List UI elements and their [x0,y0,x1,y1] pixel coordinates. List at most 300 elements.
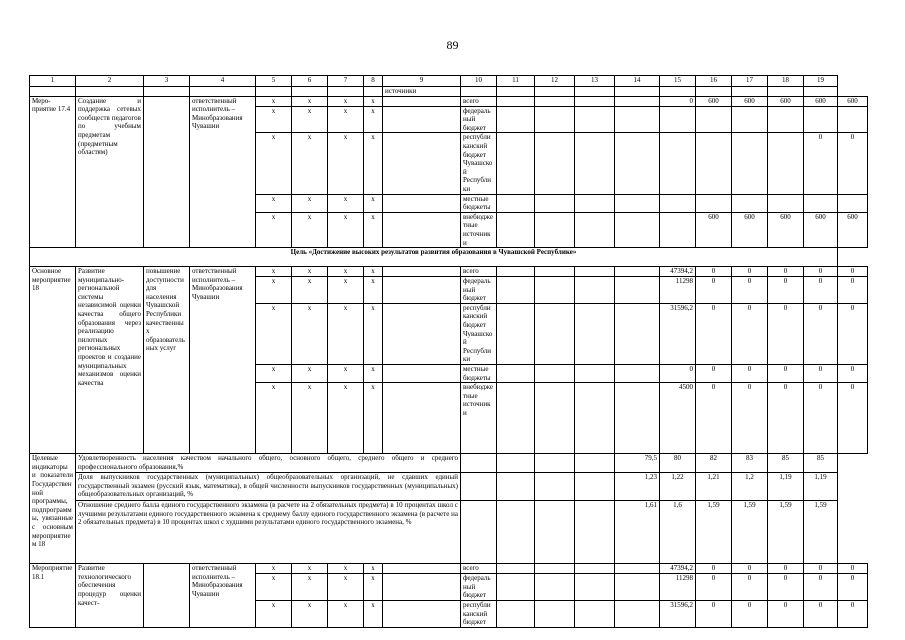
column-number-cell: 1 [30,76,76,87]
value-cell: 600 [768,212,804,247]
x-mark-cell: x [364,133,383,194]
funding-source-cell: местные бюджеты [461,365,497,383]
value-cell: 83 [732,454,768,473]
empty-cell [461,454,497,473]
column-number-cell: 16 [696,76,732,87]
funding-source-cell: республиканский бюджет Чувашской Республики [461,133,497,194]
empty-cell [383,601,461,628]
expected-result-cell [144,564,190,628]
empty-cell [575,574,615,601]
value-cell: 0 [696,365,732,383]
value-cell: 1,22 [660,473,696,501]
expected-result-cell: повышение доступности для населения Чувашской Республики качественных образовательных услуг [144,267,190,454]
empty-cell [615,601,660,628]
activity-name-cell: Создание и поддержка сетевых сообществ педагогов по учебным предметам (предметным областям) [76,96,144,248]
x-mark-cell: x [364,194,383,212]
column-number-cell: 11 [497,76,535,87]
value-cell: 31596,2 [660,601,696,628]
empty-cell [383,303,461,364]
funding-source-cell: внебюджетные источники [461,212,497,247]
x-mark-cell: x [256,96,292,106]
empty-cell [383,277,461,304]
empty-cell [615,303,660,364]
value-cell: 0 [804,303,838,364]
x-mark-cell: x [364,212,383,247]
x-mark-cell: x [364,574,383,601]
table-body [30,76,868,628]
column-number-cell: 3 [144,76,190,87]
value-cell: 31596,2 [660,303,696,364]
x-mark-cell: x [256,267,292,277]
empty-cell [615,574,660,601]
empty-cell [575,267,615,277]
x-mark-cell: x [292,574,328,601]
table-cell [461,87,497,97]
empty-cell [497,501,535,564]
indicator-row [30,454,868,473]
x-mark-cell: x [328,194,364,212]
executor-cell: ответственный исполнитель – Минобразования Чувашии [190,267,256,454]
value-cell: 0 [804,133,838,194]
empty-cell [383,383,461,454]
empty-cell [535,473,575,501]
x-mark-cell: x [256,564,292,574]
empty-cell [497,365,535,383]
table-cell [732,87,768,97]
column-number-cell: 2 [76,76,144,87]
funding-source-cell: местные бюджеты [461,194,497,212]
empty-cell [383,564,461,574]
x-mark-cell: x [328,574,364,601]
empty-cell [615,106,660,133]
empty-cell [615,267,660,277]
x-mark-cell: x [364,564,383,574]
empty-cell [497,564,535,574]
empty-cell [497,96,535,106]
empty-cell [535,303,575,364]
x-mark-cell: x [292,212,328,247]
empty-cell [383,194,461,212]
goal-heading: Цель «Достижение высоких результатов развития образования в Чувашской Республике» [30,248,838,267]
x-mark-cell: x [328,303,364,364]
table-cell [144,87,190,97]
empty-cell [497,601,535,628]
value-cell: 0 [768,277,804,304]
funding-row [30,564,868,574]
x-mark-cell: x [364,601,383,628]
page-number: 89 [446,38,459,52]
empty-cell [575,212,615,247]
empty-cell [615,564,660,574]
x-mark-cell: x [256,277,292,304]
table-cell [615,87,660,97]
empty-cell [535,133,575,194]
empty-cell [575,383,615,454]
value-cell: 82 [696,454,732,473]
x-mark-cell: x [256,212,292,247]
value-cell: 0 [804,574,838,601]
empty-cell [575,277,615,304]
value-cell: 0 [696,277,732,304]
value-cell: 11298 [660,277,696,304]
column-number-cell: 4 [190,76,256,87]
value-cell: 85 [768,454,804,473]
empty-cell [575,106,615,133]
value-cell: 1,2 [732,473,768,501]
value-cell: 1,19 [768,473,804,501]
empty-cell [497,133,535,194]
indicators-label-cell: Целевые индикаторы и показатели Государственной программы, подпрограммы, увязанные с основным мероприятием 18 [30,454,76,564]
x-mark-cell: x [256,365,292,383]
empty-cell [383,365,461,383]
value-cell [660,194,696,212]
value-cell: 1,23 [615,473,660,501]
x-mark-cell: x [292,564,328,574]
x-mark-cell: x [256,303,292,364]
value-cell: 0 [732,574,768,601]
x-mark-cell: x [364,365,383,383]
x-mark-cell: x [328,383,364,454]
x-mark-cell: x [292,194,328,212]
x-mark-cell: x [256,574,292,601]
empty-cell [535,96,575,106]
value-cell: 1,59 [768,501,804,564]
empty-cell [383,96,461,106]
table-cell [768,87,804,97]
value-cell [696,194,732,212]
table-cell [256,87,292,97]
funding-source-cell: внебюджетные источники [461,383,497,454]
empty-cell [535,106,575,133]
empty-cell [615,96,660,106]
x-mark-cell: x [328,96,364,106]
source-cell: источники [383,87,461,97]
empty-cell [383,133,461,194]
empty-cell [497,106,535,133]
goal-row [30,248,868,267]
column-number-cell: 8 [364,76,383,87]
value-cell: 600 [838,212,868,247]
table-cell [364,87,383,97]
activity-code-cell: Основное мероприятие 18 [30,267,76,454]
funding-source-cell: республиканский бюджет [461,601,497,628]
empty-cell [535,564,575,574]
value-cell: 600 [696,96,732,106]
empty-cell [497,473,535,501]
value-cell: 11298 [660,574,696,601]
empty-cell [535,574,575,601]
value-cell: 600 [768,96,804,106]
value-cell: 0 [838,133,868,194]
value-cell: 0 [804,383,838,454]
funding-source-cell: федеральный бюджет [461,574,497,601]
funding-source-cell: всего [461,267,497,277]
value-cell: 1,21 [696,473,732,501]
funding-source-cell: всего [461,564,497,574]
value-cell: 47394,2 [660,564,696,574]
funding-source-cell: всего [461,96,497,106]
x-mark-cell: x [292,303,328,364]
value-cell: 0 [696,267,732,277]
value-cell: 600 [804,212,838,247]
empty-cell [497,267,535,277]
value-cell: 0 [768,303,804,364]
empty-cell [461,473,497,501]
value-cell: 0 [804,267,838,277]
value-cell: 600 [696,212,732,247]
value-cell: 600 [732,96,768,106]
value-cell [696,106,732,133]
x-mark-cell: x [256,106,292,133]
value-cell: 0 [732,303,768,364]
value-cell: 600 [732,212,768,247]
table-cell [292,87,328,97]
table-cell [497,87,535,97]
value-cell [732,194,768,212]
value-cell: 600 [804,96,838,106]
x-mark-cell: x [364,96,383,106]
value-cell: 4500 [660,383,696,454]
x-mark-cell: x [328,267,364,277]
header-row [30,76,868,87]
x-mark-cell: x [292,267,328,277]
funding-source-cell: республиканский бюджет Чувашской Республики [461,303,497,364]
value-cell [660,133,696,194]
column-number-cell: 9 [383,76,461,87]
column-number-cell: 6 [292,76,328,87]
indicator-text-cell: Доля выпускников государственных (муниципальных) общеобразовательных организаций, не сдавших единый государственный экзамен (русский язык, математика), в общей численности выпускников государственных (муниципальных) общеобразовательных организаций, % [76,473,461,501]
value-cell: 0 [696,564,732,574]
value-cell [660,106,696,133]
x-mark-cell: x [292,277,328,304]
value-cell [804,106,838,133]
value-cell: 0 [838,277,868,304]
x-mark-cell: x [256,194,292,212]
column-number-cell: 12 [535,76,575,87]
x-mark-cell: x [328,277,364,304]
x-mark-cell: x [292,106,328,133]
column-number-cell: 7 [328,76,364,87]
table-cell [328,87,364,97]
table-cell [30,87,76,97]
column-number-cell: 18 [768,76,804,87]
empty-cell [497,383,535,454]
x-mark-cell: x [328,564,364,574]
x-mark-cell: x [328,212,364,247]
value-cell [768,106,804,133]
value-cell: 0 [732,383,768,454]
value-cell: 0 [804,601,838,628]
value-cell: 0 [696,383,732,454]
value-cell: 0 [838,601,868,628]
value-cell: 1,6 [660,501,696,564]
value-cell: 0 [660,365,696,383]
value-cell: 0 [768,564,804,574]
value-cell: 0 [804,564,838,574]
value-cell [732,106,768,133]
empty-cell [535,501,575,564]
table-cell [696,87,732,97]
value-cell: 0 [838,365,868,383]
empty-cell [497,212,535,247]
x-mark-cell: x [328,106,364,133]
value-cell [838,194,868,212]
indicator-row [30,473,868,501]
empty-cell [615,277,660,304]
x-mark-cell: x [328,601,364,628]
empty-cell [615,383,660,454]
activity-code-cell: Мероприятие 18.1 [30,564,76,628]
value-cell: 1,19 [804,473,838,501]
indicator-text-cell: Отношение среднего балла единого государственного экзамена (в расчете на 2 обязательных предмета) в 10 процентах школ с лучшими результатами единого государственного экзамена к среднему баллу единого государственного экзамена (в расчете на 2 обязательных предмета) в 10 процентах школ с худшими результатами единого государственного экзамена, % [76,501,461,564]
activity-name-cell: Развитие муниципально-региональной системы независимой оценки качества общего образования через реализацию пилотных региональных проектов и создание муниципальных механизмов оценки качества [76,267,144,454]
empty-cell [615,212,660,247]
funding-row [30,96,868,106]
empty-cell [383,212,461,247]
empty-cell [461,501,497,564]
value-cell [732,133,768,194]
value-cell [838,106,868,133]
activity-name-cell: Развитие технологического обеспечения процедур оценки качест- [76,564,144,628]
value-cell: 0 [804,277,838,304]
table-cell [575,87,615,97]
value-cell: 1,59 [732,501,768,564]
empty-cell [535,454,575,473]
executor-cell: ответственный исполнитель – Минобразования Чувашии [190,564,256,628]
empty-cell [497,277,535,304]
empty-cell [383,574,461,601]
table-cell [660,87,696,97]
empty-cell [535,601,575,628]
value-cell: 79,5 [615,454,660,473]
value-cell: 0 [732,564,768,574]
x-mark-cell: x [256,601,292,628]
indicator-row [30,501,868,564]
value-cell: 0 [768,574,804,601]
empty-cell [615,194,660,212]
x-mark-cell: x [292,133,328,194]
expected-result-cell [144,96,190,248]
table-cell [804,87,838,97]
empty-cell [575,194,615,212]
value-cell: 0 [838,383,868,454]
value-cell: 0 [732,277,768,304]
value-cell: 80 [660,454,696,473]
column-number-cell: 14 [615,76,660,87]
x-mark-cell: x [364,303,383,364]
x-mark-cell: x [292,601,328,628]
value-cell: 1,59 [696,501,732,564]
table-cell [76,87,144,97]
empty-cell [615,365,660,383]
value-cell: 0 [838,267,868,277]
value-cell [660,212,696,247]
x-mark-cell: x [328,133,364,194]
continuation-row [30,87,868,97]
empty-cell [535,267,575,277]
empty-cell [535,212,575,247]
value-cell: 0 [838,564,868,574]
value-cell: 85 [804,454,838,473]
x-mark-cell: x [256,383,292,454]
value-cell: 1,59 [804,501,838,564]
value-cell [768,194,804,212]
empty-cell [535,194,575,212]
empty-cell [575,365,615,383]
column-number-cell: 5 [256,76,292,87]
x-mark-cell: x [292,365,328,383]
column-number-cell: 17 [732,76,768,87]
value-cell: 0 [768,267,804,277]
executor-cell: ответственный исполнитель – Минобразования Чувашии [190,96,256,248]
column-number-cell: 10 [461,76,497,87]
value-cell: 1,61 [615,501,660,564]
empty-cell [575,133,615,194]
empty-cell [497,454,535,473]
table-cell [535,87,575,97]
value-cell: 0 [696,303,732,364]
column-number-cell: 15 [660,76,696,87]
value-cell: 0 [838,303,868,364]
value-cell [696,133,732,194]
empty-cell [497,194,535,212]
empty-cell [575,601,615,628]
value-cell: 0 [696,574,732,601]
value-cell: 0 [768,383,804,454]
x-mark-cell: x [328,365,364,383]
empty-cell [575,96,615,106]
empty-cell [535,365,575,383]
empty-cell [535,277,575,304]
empty-cell [615,133,660,194]
empty-cell [535,383,575,454]
x-mark-cell: x [364,277,383,304]
value-cell: 0 [696,601,732,628]
indicator-text-cell: Удовлетворенность населения качеством начального общего, основного общего, среднего общего и среднего профессионального образования,% [76,454,461,473]
empty-cell [497,574,535,601]
empty-cell [575,501,615,564]
value-cell: 0 [768,601,804,628]
table-cell [190,87,256,97]
empty-cell [497,303,535,364]
empty-cell [575,564,615,574]
x-mark-cell: x [256,133,292,194]
value-cell: 600 [838,96,868,106]
empty-cell [575,454,615,473]
funding-source-cell: федеральный бюджет [461,277,497,304]
column-number-cell: 19 [804,76,838,87]
value-cell: 0 [768,365,804,383]
value-cell: 0 [732,365,768,383]
activity-code-cell: Меро-приятие 17.4 [30,96,76,248]
value-cell: 0 [804,365,838,383]
funding-row [30,267,868,277]
value-cell [804,194,838,212]
empty-cell [383,106,461,133]
empty-cell [575,473,615,501]
empty-cell [383,267,461,277]
x-mark-cell: x [364,267,383,277]
value-cell: 0 [732,267,768,277]
value-cell: 0 [838,574,868,601]
value-cell: 0 [732,601,768,628]
value-cell: 47394,2 [660,267,696,277]
x-mark-cell: x [364,106,383,133]
funding-source-cell: федеральный бюджет [461,106,497,133]
budget-table [29,75,868,628]
x-mark-cell: x [292,383,328,454]
empty-cell [575,303,615,364]
